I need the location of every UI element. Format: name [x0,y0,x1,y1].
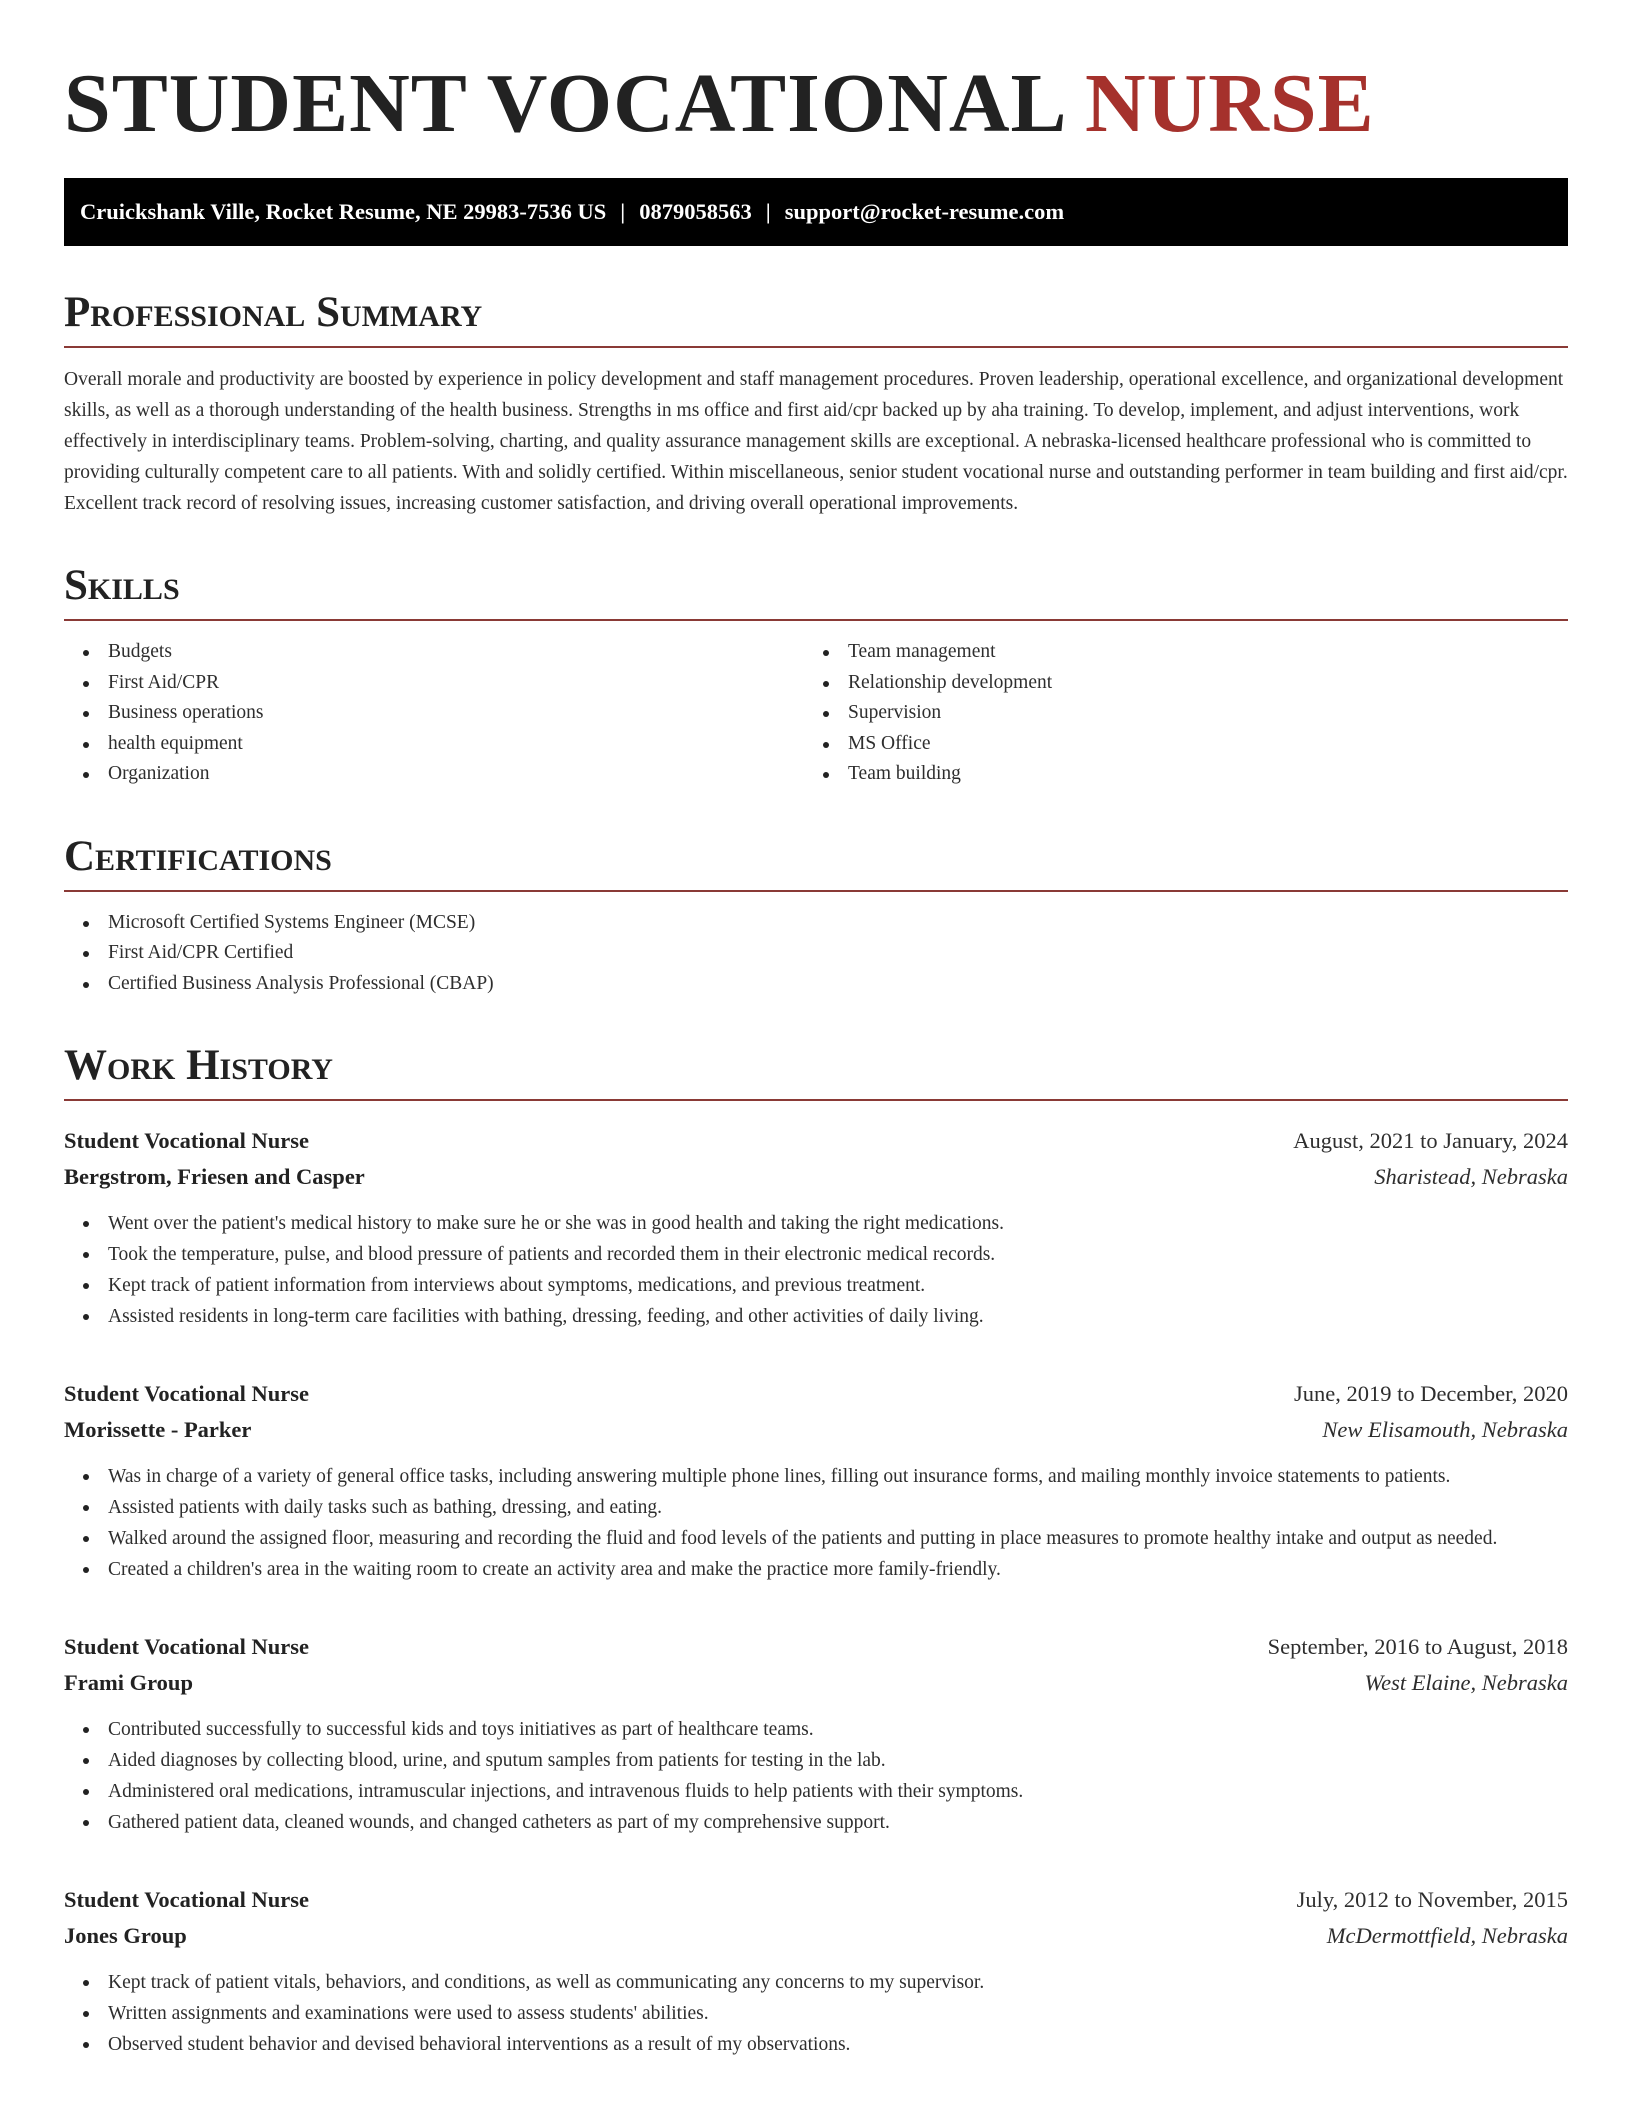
section-title-skills: Skills [64,563,1568,621]
contact-separator: | [620,199,626,224]
job-company: Morissette - Parker [64,1417,252,1442]
job-entry [64,1882,1568,2060]
job-company-row [64,1918,1568,1954]
summary-text: Overall morale and productivity are boosted by experience in policy development and staff management procedures. Proven leadership, operational excellence, and organizational development skills, as well as a thorough understanding of the health business. Strengths in ms office and first aid/cpr backed up by aha training. To develop, implement, and adjust interventions, work effectively in interdisciplinary teams. Problem-solving, charting, and quality assurance management skills are exceptional. A nebraska-licensed healthcare professional who is committed to providing culturally competent care to all patients. With and solidly certified. Within miscellaneous, senior student vocational nurse and outstanding performer in team building and first aid/cpr. Excellent track record of resolving issues, increasing customer satisfaction, and driving overall operational improvements. [64,369,1568,514]
skills-list-right [804,637,1544,790]
job-bullet: Went over the patient's medical history to make sure he or she was in good health and taking the right medications. [64,1208,1568,1239]
contact-email: support@rocket-resume.com [784,199,1065,224]
summary-section [64,290,1568,519]
certification-item: First Aid/CPR Certified [64,938,1568,969]
job-bullets [64,1461,1568,1585]
section-title-summary: Professional Summary [64,290,1568,348]
skill-item: Relationship development [804,668,1544,699]
job-company: Frami Group [64,1670,193,1695]
name-last: NURSE [1084,57,1375,150]
job-bullet: Observed student behavior and devised behavioral interventions as a result of my observations. [64,2029,1568,2060]
job-bullet: Kept track of patient information from interviews about symptoms, medications, and previous treatment. [64,1270,1568,1301]
job-entry [64,1629,1568,1838]
job-company-row [64,1412,1568,1448]
job-location: Sharistead, Nebraska [1374,1164,1568,1189]
job-title: Student Vocational Nurse [64,1381,310,1406]
skill-item: First Aid/CPR [64,668,804,699]
skills-grid [64,637,1568,790]
contact-separator: | [765,199,771,224]
job-bullet: Contributed successfully to successful kids and toys initiatives as part of healthcare teams. [64,1714,1568,1745]
job-dates: June, 2019 to December, 2020 [1293,1381,1568,1406]
certifications-section [64,834,1568,1000]
job-entry [64,1376,1568,1585]
job-location: West Elaine, Nebraska [1364,1670,1568,1695]
job-title: Student Vocational Nurse [64,1887,310,1912]
job-entry [64,1123,1568,1332]
job-bullets [64,1714,1568,1838]
skill-item: Team building [804,759,1544,790]
certification-item: Certified Business Analysis Professional (CBAP) [64,969,1568,1000]
section-title-certifications: Certifications [64,834,1568,892]
skill-item: Team management [804,637,1544,668]
job-bullet: Kept track of patient vitals, behaviors, and conditions, as well as communicating any concerns to my supervisor. [64,1967,1568,1998]
job-bullet: Assisted residents in long-term care facilities with bathing, dressing, feeding, and other activities of daily living. [64,1301,1568,1332]
job-bullet: Aided diagnoses by collecting blood, urine, and sputum samples from patients for testing in the lab. [64,1745,1568,1776]
job-bullet: Was in charge of a variety of general office tasks, including answering multiple phone lines, filling out insurance forms, and mailing monthly invoice statements to patients. [64,1461,1568,1492]
job-bullet: Took the temperature, pulse, and blood pressure of patients and recorded them in their electronic medical records. [64,1239,1568,1270]
skill-item: Organization [64,759,804,790]
job-bullet: Gathered patient data, cleaned wounds, and changed catheters as part of my comprehensive support. [64,1807,1568,1838]
job-company: Jones Group [64,1923,187,1948]
contact-bar [64,178,1568,246]
job-location: New Elisamouth, Nebraska [1322,1417,1568,1442]
certifications-list [64,908,1568,1000]
skill-item: Supervision [804,698,1544,729]
name-first: STUDENT VOCATIONAL [64,57,1063,150]
skill-item: health equipment [64,729,804,760]
skills-list-left [64,637,804,790]
job-title: Student Vocational Nurse [64,1634,310,1659]
job-bullet: Created a children's area in the waiting room to create an activity area and make the practice more family-friendly. [64,1554,1568,1585]
job-header-row [64,1123,1568,1159]
contact-phone: 0879058563 [639,199,752,224]
job-company-row [64,1159,1568,1195]
job-title: Student Vocational Nurse [64,1128,310,1153]
skills-section [64,563,1568,790]
skill-item: Business operations [64,698,804,729]
skill-item: Budgets [64,637,804,668]
job-dates: September, 2016 to August, 2018 [1267,1634,1568,1659]
job-dates: July, 2012 to November, 2015 [1296,1887,1568,1912]
job-header-row [64,1376,1568,1412]
job-bullet: Assisted patients with daily tasks such as bathing, dressing, and eating. [64,1492,1568,1523]
certification-item: Microsoft Certified Systems Engineer (MCSE) [64,908,1568,939]
job-location: McDermottfield, Nebraska [1326,1923,1568,1948]
job-company: Bergstrom, Friesen and Casper [64,1164,365,1189]
job-header-row [64,1629,1568,1665]
job-bullet: Written assignments and examinations were used to assess students' abilities. [64,1998,1568,2029]
job-bullets [64,1208,1568,1332]
job-dates: August, 2021 to January, 2024 [1293,1128,1568,1153]
section-title-work: Work History [64,1043,1568,1101]
contact-address: Cruickshank Ville, Rocket Resume, NE 29983-7536 US [80,199,607,224]
job-bullet: Walked around the assigned floor, measuring and recording the fluid and food levels of the patients and putting in place measures to promote healthy intake and output as needed. [64,1523,1568,1554]
skill-item: MS Office [804,729,1544,760]
job-bullet: Administered oral medications, intramuscular injections, and intravenous fluids to help patients with their symptoms. [64,1776,1568,1807]
candidate-name [64,0,1568,152]
work-history-section [64,1043,1568,2060]
job-bullets [64,1967,1568,2060]
job-company-row [64,1665,1568,1701]
job-header-row [64,1882,1568,1918]
